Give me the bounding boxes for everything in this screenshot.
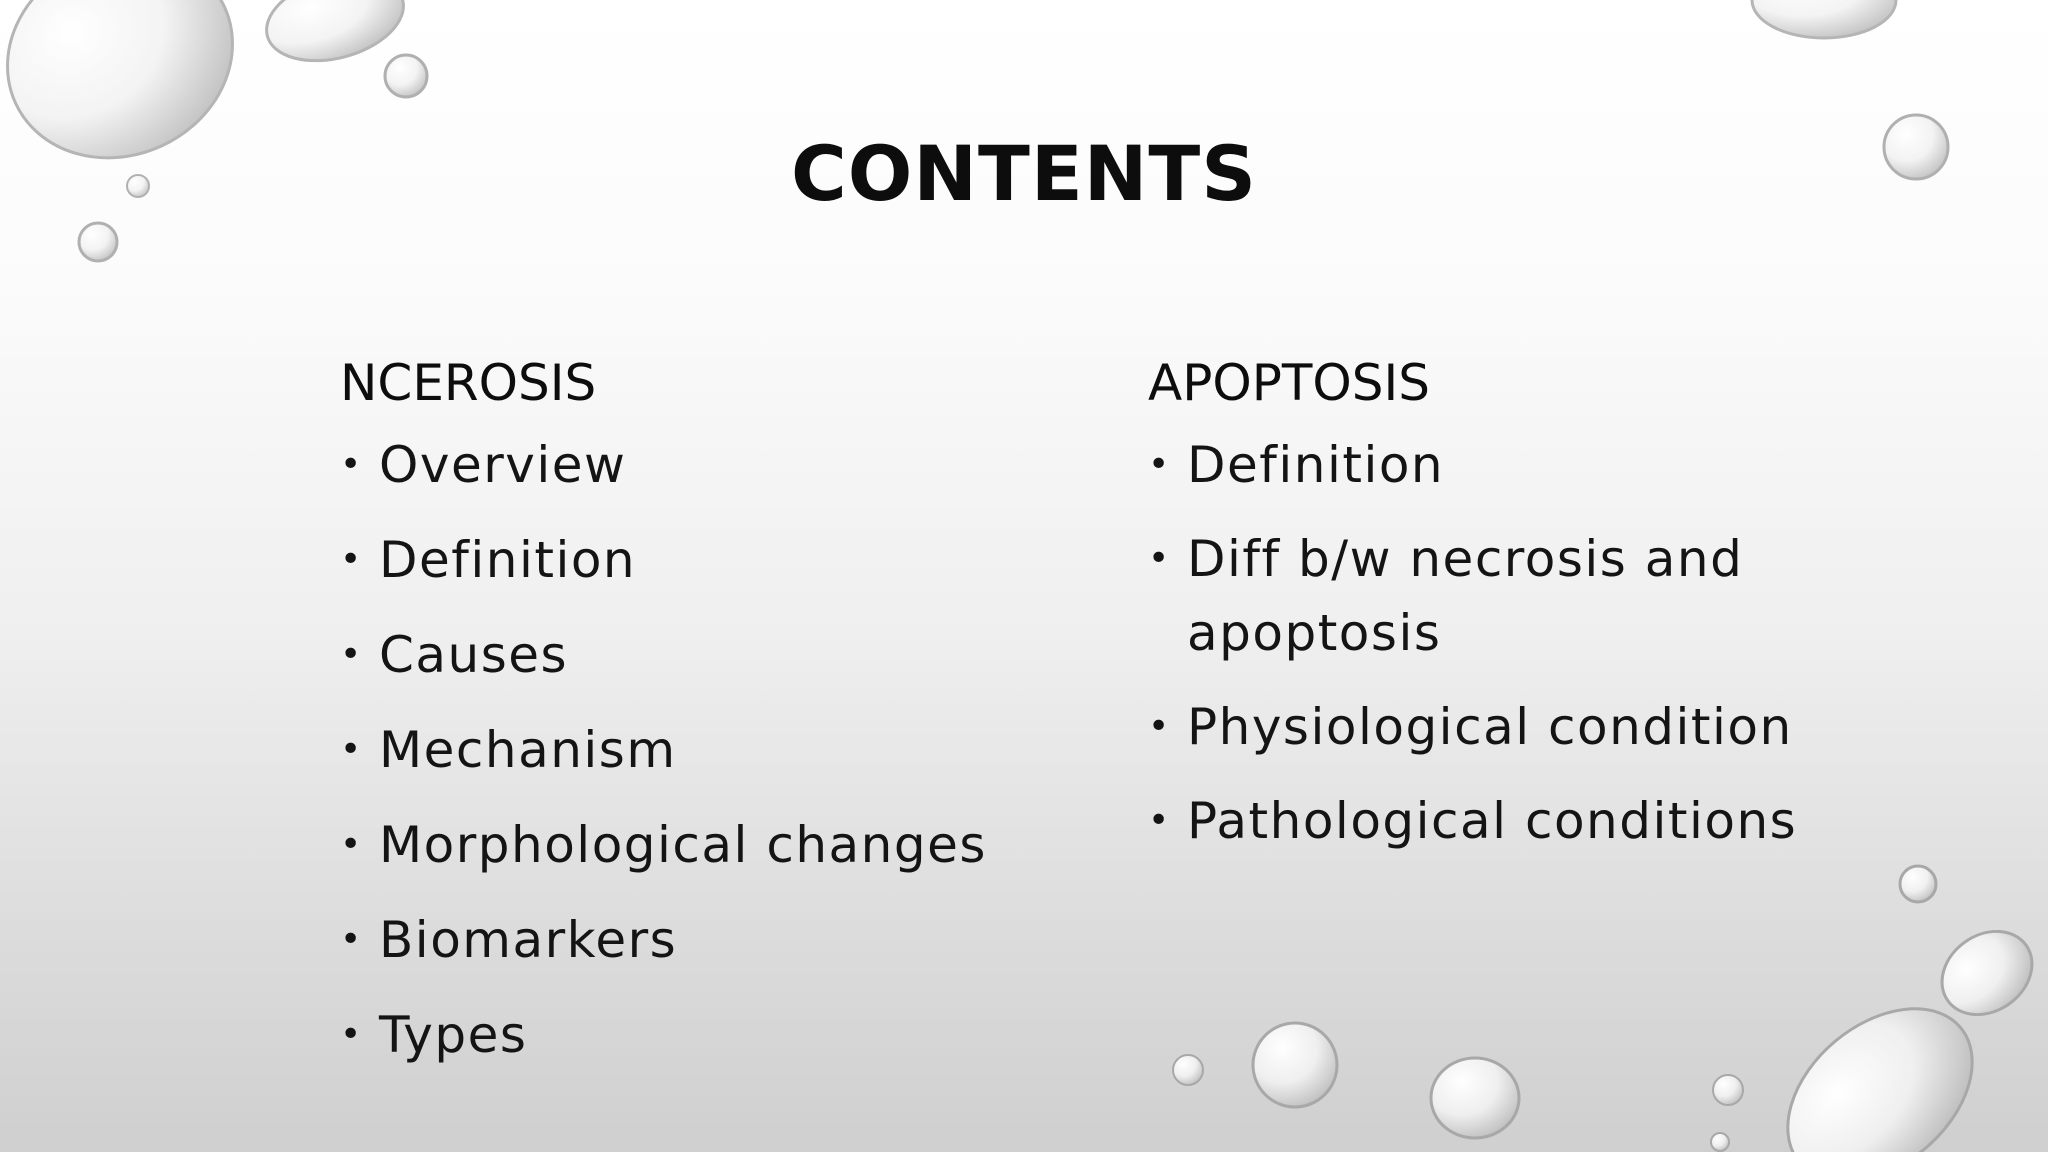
apoptosis-column: [1148, 352, 1848, 878]
list-item-text: Biomarkers: [379, 911, 678, 969]
list-item: [340, 808, 1100, 882]
list-item-text: Physiological condition: [1187, 698, 1793, 756]
list-item: [340, 998, 1100, 1072]
drop-bottom-center-large: [1431, 1058, 1519, 1138]
drop-bottom-right-tiny: [1711, 1133, 1729, 1151]
list-item: [1148, 784, 1848, 858]
necrosis-topic-list: [340, 428, 1100, 1072]
bullet-icon: •: [340, 1014, 363, 1055]
list-item: [340, 713, 1100, 787]
drop-bottom-right-small: [1713, 1075, 1743, 1105]
bullet-icon: •: [1148, 706, 1171, 747]
drop-right-medium: [1926, 914, 2048, 1031]
list-item: [340, 523, 1100, 597]
necrosis-heading: NCEROSIS: [340, 354, 597, 412]
bullet-icon: •: [340, 729, 363, 770]
list-item: [1148, 522, 1848, 670]
drop-top-right-large: [1752, 0, 1896, 38]
list-item-text: Definition: [379, 531, 637, 589]
drop-left-small: [79, 223, 117, 261]
drop-bottom-center-medium: [1253, 1023, 1337, 1107]
bullet-icon: •: [1148, 538, 1171, 579]
list-item-text: Causes: [379, 626, 569, 684]
list-item-text: Overview: [379, 436, 627, 494]
drop-top-left-small: [385, 55, 427, 97]
bullet-icon: •: [1148, 444, 1171, 485]
bullet-icon: •: [340, 824, 363, 865]
drop-bottom-center-small: [1173, 1055, 1203, 1085]
list-item: [340, 428, 1100, 502]
list-item-text: Types: [379, 1006, 528, 1064]
list-item-text: Diff b/w necrosis and apoptosis: [1187, 530, 1744, 662]
apoptosis-topic-list: [1148, 428, 1848, 858]
bullet-icon: •: [340, 539, 363, 580]
drop-bottom-right-large: [1755, 974, 2006, 1152]
list-item-text: Mechanism: [379, 721, 677, 779]
bullet-icon: •: [340, 634, 363, 675]
list-item-text: Definition: [1187, 436, 1445, 494]
slide-title: CONTENTS: [791, 129, 1257, 218]
bullet-icon: •: [1148, 800, 1171, 841]
list-item-text: Pathological conditions: [1187, 792, 1798, 850]
necrosis-column: [340, 352, 1100, 1093]
apoptosis-heading: APOPTOSIS: [1148, 354, 1430, 412]
list-item-text: Morphological changes: [379, 816, 987, 874]
bullet-icon: •: [340, 444, 363, 485]
list-item: [340, 618, 1100, 692]
list-item: [340, 903, 1100, 977]
list-item: [1148, 428, 1848, 502]
bullet-icon: •: [340, 919, 363, 960]
drop-right-tiny: [1900, 866, 1936, 902]
list-item: [1148, 690, 1848, 764]
drop-top-left-medium: [257, 0, 413, 75]
